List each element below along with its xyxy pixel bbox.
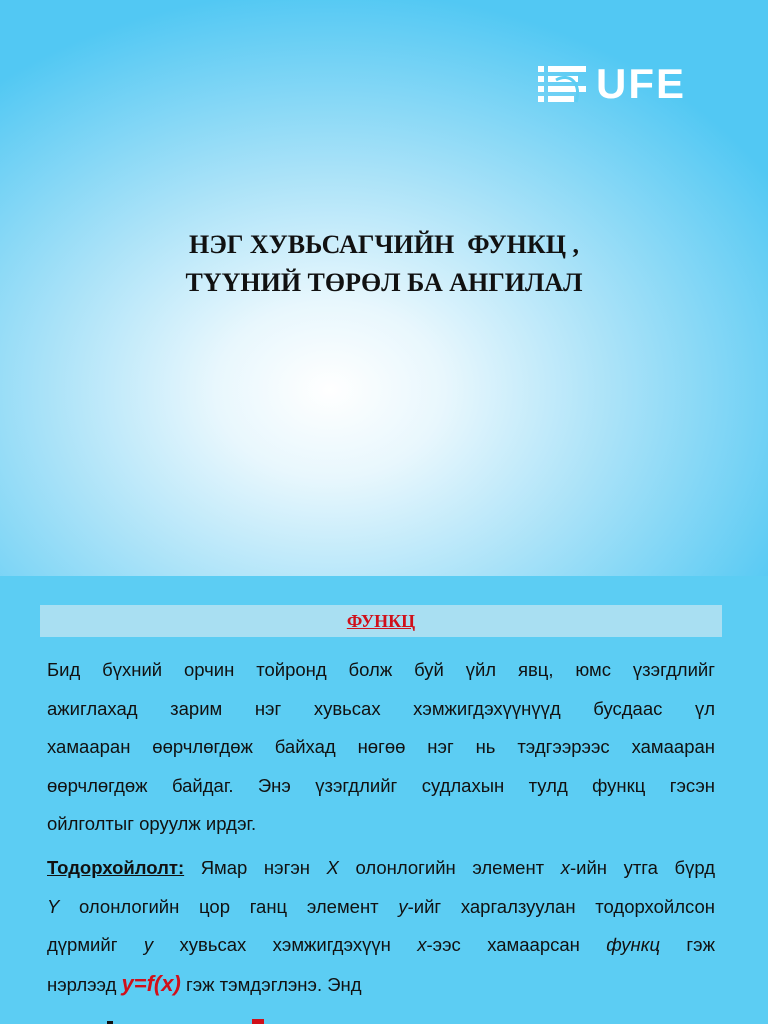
function-term: функц bbox=[606, 934, 661, 955]
paragraph-line: ойлголтыг оруулж ирдэг. bbox=[47, 813, 257, 834]
text: олонлогийн элемент bbox=[338, 857, 561, 878]
paragraph-line: хамааран өөрчлөгдөж байхад нөгөө нэг нь тэдгээрээс хамааран bbox=[47, 736, 715, 757]
set-x: X bbox=[326, 857, 339, 878]
definition-line-3 bbox=[47, 926, 715, 965]
text: дүрмийг bbox=[47, 934, 144, 955]
paragraph-line: өөрчлөгдөж байдаг. Энэ үзэгдлийг судлахын тулд функц гэсэн bbox=[47, 774, 715, 796]
text: хувьсах хэмжигдэхүүн bbox=[153, 934, 418, 955]
definition-line-2 bbox=[47, 888, 715, 927]
var-x: x bbox=[417, 934, 427, 955]
text: олонлогийн цор ганц элемент bbox=[59, 895, 399, 917]
var-x: x bbox=[560, 857, 570, 878]
heading-band bbox=[40, 605, 722, 637]
var-y: y bbox=[398, 895, 408, 917]
ufe-logo-icon bbox=[536, 62, 588, 106]
paragraph-line: Бид бүхний орчин тойронд болж буй үйл явц, юмс үзэгдлийг bbox=[47, 659, 715, 680]
definition-line-4 bbox=[47, 965, 715, 1005]
text: -ийг харгалзуулан тодорхойлсон bbox=[407, 895, 715, 917]
definition-label: Тодорхойлолт: bbox=[47, 857, 185, 878]
function-formula: y=f(x) bbox=[121, 970, 181, 996]
logo-text: UFE bbox=[596, 60, 686, 107]
paragraph-line: ажиглахад зарим нэг хувьсах хэмжигдэхүүнүүд бусдаас үл bbox=[47, 697, 715, 719]
text: нэрлээд bbox=[47, 973, 122, 995]
slide-title bbox=[0, 226, 768, 302]
definition-paragraph bbox=[47, 849, 715, 1004]
content-slide bbox=[0, 576, 768, 1024]
var-y: y bbox=[143, 934, 154, 955]
text: Ямар нэгэн bbox=[184, 857, 327, 878]
definition-line-1 bbox=[47, 849, 715, 888]
cut-off-line bbox=[47, 1013, 347, 1024]
title-line-1: НЭГ ХУВЬСАГЧИЙН ФУНКЦ , bbox=[189, 230, 579, 259]
text: гэж bbox=[660, 934, 715, 955]
ufe-logo bbox=[536, 62, 712, 106]
text: -ээс хамаарсан bbox=[426, 934, 607, 955]
section-heading: ФУНКЦ bbox=[346, 611, 416, 631]
title-line-2: ТҮҮНИЙ ТӨРӨЛ БА АНГИЛАЛ bbox=[185, 268, 583, 297]
text: -ийн утга бүрд bbox=[569, 857, 715, 878]
set-y: Y bbox=[47, 895, 60, 917]
intro-paragraph bbox=[47, 651, 715, 844]
text: гэж тэмдэглэнэ. Энд bbox=[180, 973, 362, 995]
